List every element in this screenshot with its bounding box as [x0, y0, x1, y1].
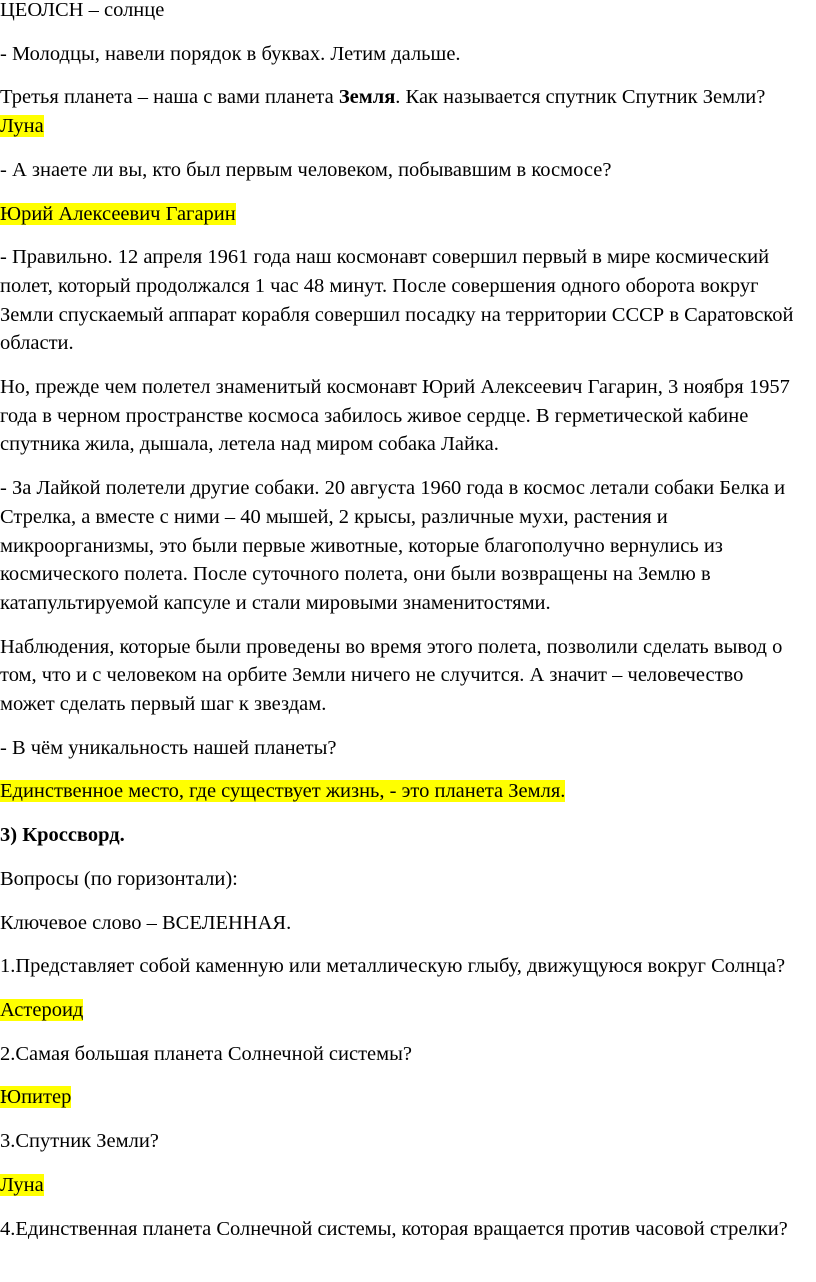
question-3: [0, 1127, 816, 1156]
paragraph-laika: [0, 373, 816, 459]
question-4: [0, 1215, 816, 1244]
text-line: Стрелка, а вместе с ними – 40 мышей, 2 крысы, различные мухи, растения и: [0, 505, 668, 528]
paragraph-observations: [0, 633, 816, 719]
paragraph-first-flight: [0, 243, 816, 358]
text-line: - В чём уникальность нашей планеты?: [0, 736, 337, 759]
answer-2: [0, 1083, 816, 1112]
heading-text: 3) Кроссворд.: [0, 824, 125, 847]
text-line: 2.Самая большая планета Солнечной системы?: [0, 1042, 413, 1065]
paragraph-keyword: [0, 909, 816, 938]
text-line: катапультируемой капсуле и стали мировыми знаменитостями.: [0, 591, 551, 614]
question-2: [0, 1040, 816, 1069]
paragraph-third-planet: [0, 83, 816, 112]
text-line: космического полета. После суточного полета, они были возвращены на Землю в: [0, 563, 711, 586]
paragraph-answer-life: [0, 777, 816, 806]
highlighted-answer: Юпитер: [0, 1086, 72, 1109]
text-line: - За Лайкой полетели другие собаки. 20 августа 1960 года в космос летали собаки Белка и: [0, 477, 786, 500]
text-line: микроорганизмы, это были первые животные, которые благополучно вернулись из: [0, 534, 723, 557]
paragraph-question-first-cosmonaut: [0, 156, 816, 185]
highlighted-answer: Луна: [0, 1173, 44, 1196]
bold-earth: Земля: [338, 86, 396, 109]
question-1: [0, 952, 816, 981]
text-line: Вопросы (по горизонтали):: [0, 867, 238, 890]
text-line: Земли спускаемый аппарат корабля совершил посадку на территории СССР в Саратовской: [0, 303, 794, 326]
paragraph-answer-gagarin: [0, 200, 816, 229]
highlighted-answer: Астероид: [0, 998, 84, 1021]
text-line: спутника жила, дышала, летела над миром собака Лайка.: [0, 433, 499, 456]
text-line: - Правильно. 12 апреля 1961 года наш космонавт совершил первый в мире космический: [0, 246, 770, 269]
text-line: ЦЕОЛСН – солнце: [0, 0, 165, 21]
text-line: может сделать первый шаг к звездам.: [0, 693, 327, 716]
text-line: - Молодцы, навели порядок в буквах. Летим дальше.: [0, 42, 461, 65]
text-line: 1.Представляет собой каменную или металлическую глыбу, движущуюся вокруг Солнца?: [0, 955, 786, 978]
highlighted-answer: Единственное место, где существует жизнь, - это планета Земля.: [0, 780, 566, 803]
text-line: года в черном пространстве космоса забилось живое сердце. В герметической кабине: [0, 404, 749, 427]
text-run: Третья планета – наша с вами планета: [0, 86, 339, 109]
answer-1: [0, 996, 816, 1025]
section-heading-crossword: [0, 821, 816, 850]
paragraph-answer-moon: [0, 112, 816, 141]
text-line: том, что и с человеком на орбите Земли ничего не случится. А значит – человечество: [0, 664, 744, 687]
paragraph-questions-label: [0, 865, 816, 894]
highlighted-answer: Луна: [0, 115, 44, 138]
paragraph-praise: [0, 40, 816, 69]
text-run: . Как называется спутник Спутник Земли?: [395, 86, 766, 109]
text-line: Но, прежде чем полетел знаменитый космонавт Юрий Алексеевич Гагарин, 3 ноября 1957: [0, 376, 790, 399]
text-line: области.: [0, 332, 74, 355]
answer-3: [0, 1171, 816, 1200]
highlighted-answer: Юрий Алексеевич Гагарин: [0, 202, 236, 225]
text-line: полет, который продолжался 1 час 48 минут. После совершения одного оборота вокруг: [0, 274, 759, 297]
text-line: 4.Единственная планета Солнечной системы, которая вращается против часовой стрелки?: [0, 1217, 788, 1240]
text-line: Наблюдения, которые были проведены во время этого полета, позволили сделать вывод о: [0, 635, 783, 658]
paragraph-anagram: [0, 0, 816, 25]
paragraph-question-uniqueness: [0, 734, 816, 763]
paragraph-belka-strelka: [0, 474, 816, 618]
text-line: Ключевое слово – ВСЕЛЕННАЯ.: [0, 911, 292, 934]
text-line: 3.Спутник Земли?: [0, 1130, 159, 1153]
text-line: - А знаете ли вы, кто был первым человеком, побывавшим в космосе?: [0, 158, 612, 181]
